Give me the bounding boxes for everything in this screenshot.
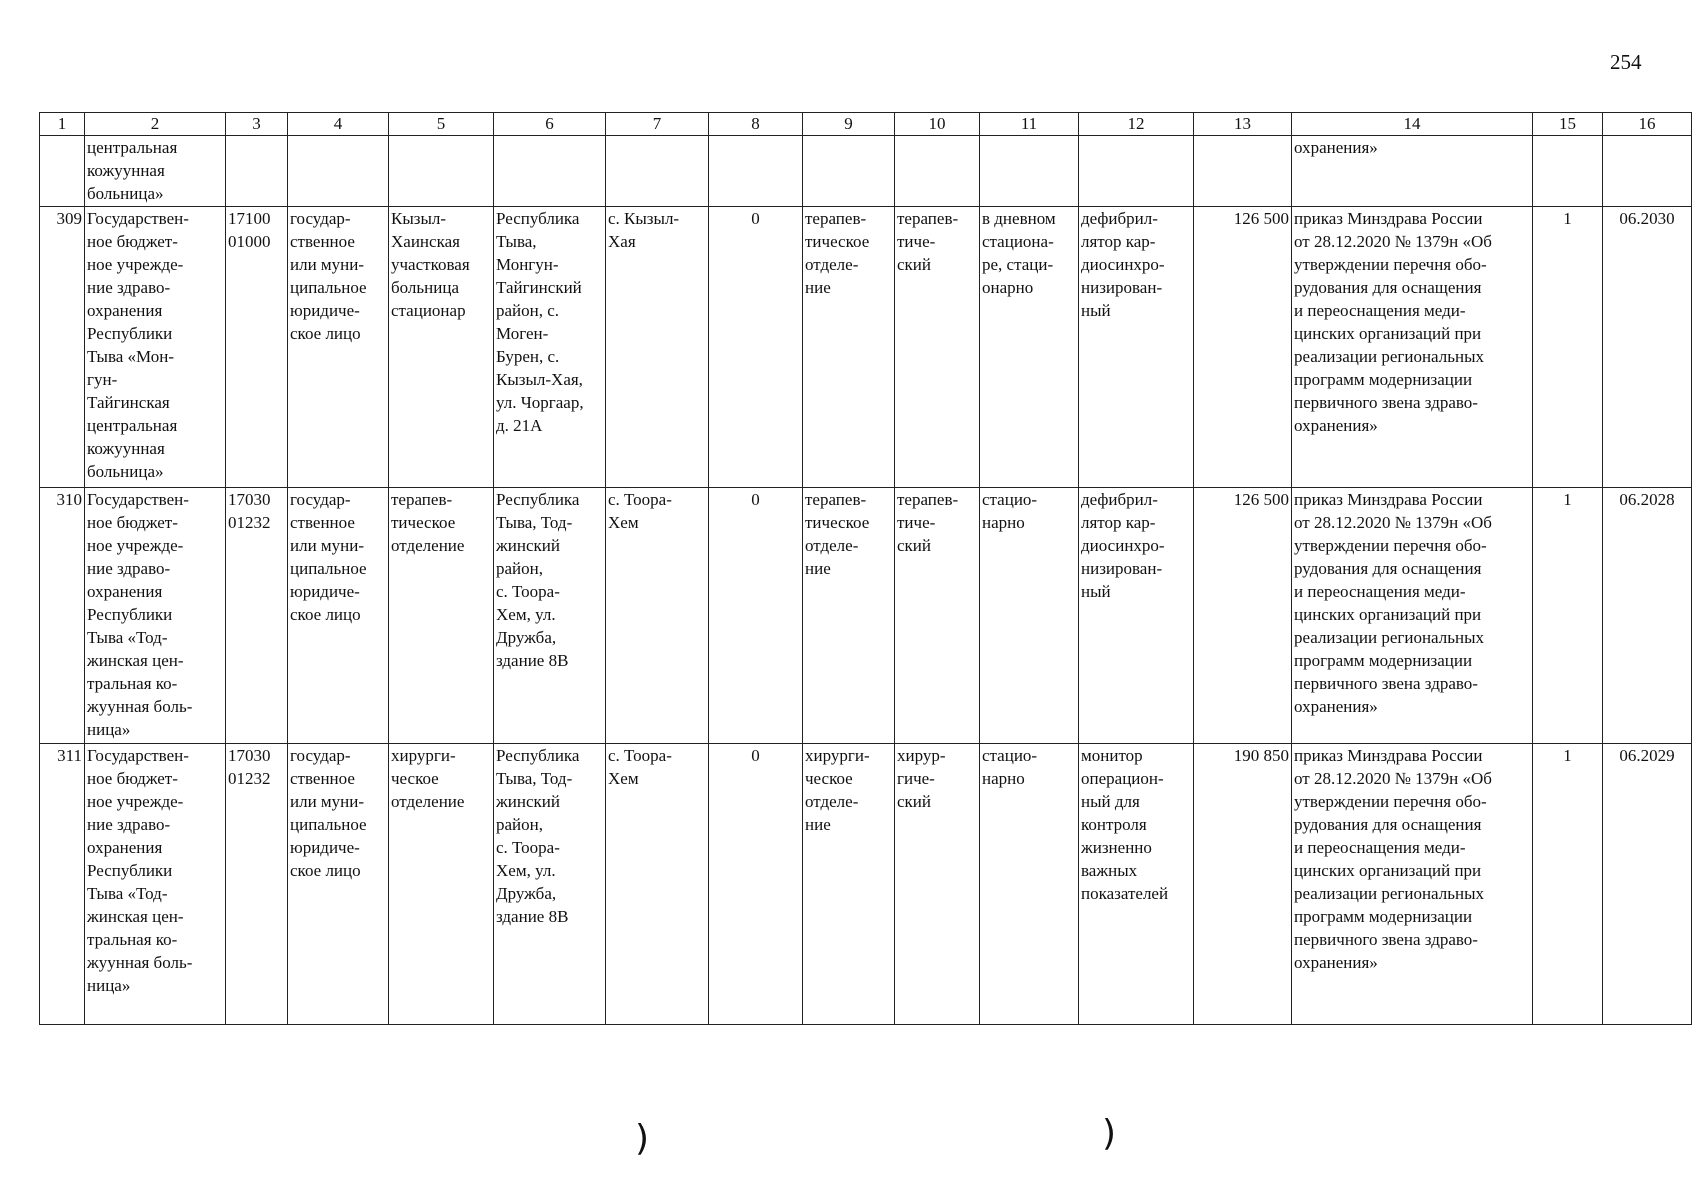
cell-date: 06.2030: [1603, 207, 1692, 488]
column-header: 12: [1079, 113, 1194, 136]
cell-care-conditions: [980, 136, 1079, 207]
cell-organization: Государствен- ное бюджет- ное учрежде- ние здраво- охранения Республики Тыва «Мон- гун- Тайгинская центральная кожуунная больница»: [85, 207, 226, 488]
cell-locality: с. Тоора- Хем: [606, 488, 709, 744]
scan-mark-right: ): [1102, 1113, 1117, 1154]
column-header: 4: [288, 113, 389, 136]
cell-order: приказ Минздрава России от 28.12.2020 № 1379н «Об утверждении перечня обо- рудования для оснащения и переоснащения меди- цинских организаций при реализации региональных программ модернизации первичного звена здраво- охранения»: [1292, 207, 1533, 488]
cell-unit: хирурги- ческое отделение: [389, 744, 494, 1025]
cell-cost: 190 850: [1194, 744, 1292, 1025]
cell-care-conditions: в дневном стациона- ре, стаци- онарно: [980, 207, 1079, 488]
cell-quantity: 1: [1533, 744, 1603, 1025]
cell-care-conditions: стацио- нарно: [980, 488, 1079, 744]
cell-organization: Государствен- ное бюджет- ное учрежде- ние здраво- охранения Республики Тыва «Тод- жинская цен- тральная ко- жуунная боль- ница»: [85, 744, 226, 1025]
column-header: 6: [494, 113, 606, 136]
cell-unit: Кызыл- Хаинская участковая больница стационар: [389, 207, 494, 488]
cell-number: [40, 136, 85, 207]
cell-department: терапев- тическое отделе- ние: [803, 488, 895, 744]
cell-number: 309: [40, 207, 85, 488]
table-row: [40, 744, 1692, 1025]
cell-equipment: дефибрил- лятор кар- диосинхро- низирован- ный: [1079, 207, 1194, 488]
cell-address: [494, 136, 606, 207]
column-header: 13: [1194, 113, 1292, 136]
column-header: 9: [803, 113, 895, 136]
cell-profile: [895, 136, 980, 207]
cell-department: [803, 136, 895, 207]
cell-organization: Государствен- ное бюджет- ное учрежде- ние здраво- охранения Республики Тыва «Тод- жинская цен- тральная ко- жуунная боль- ница»: [85, 488, 226, 744]
cell-date: 06.2028: [1603, 488, 1692, 744]
cell-value: 0: [709, 488, 803, 744]
cell-cost: 126 500: [1194, 488, 1292, 744]
cell-profile: хирур- гиче- ский: [895, 744, 980, 1025]
cell-quantity: 1: [1533, 488, 1603, 744]
cell-equipment: монитор операцион- ный для контроля жизненно важных показателей: [1079, 744, 1194, 1025]
column-header: 16: [1603, 113, 1692, 136]
cell-profile: терапев- тиче- ский: [895, 207, 980, 488]
cell-value: 0: [709, 744, 803, 1025]
cell-code: 17030 01232: [226, 488, 288, 744]
scan-mark-left: ): [635, 1118, 650, 1159]
page-number: 254: [1610, 50, 1642, 74]
column-number-row: [40, 113, 1692, 136]
column-header: 2: [85, 113, 226, 136]
cell-value: [709, 136, 803, 207]
column-header: 8: [709, 113, 803, 136]
cell-unit: [389, 136, 494, 207]
cell-address: Республика Тыва, Тод- жинский район, с. Тоора- Хем, ул. Дружба, здание 8В: [494, 744, 606, 1025]
cell-equipment: дефибрил- лятор кар- диосинхро- низирован- ный: [1079, 488, 1194, 744]
cell-legal-form: государ- ственное или муни- ципальное юридиче- ское лицо: [288, 744, 389, 1025]
table-row-continuation: [40, 136, 1692, 207]
cell-order: охранения»: [1292, 136, 1533, 207]
cell-locality: с. Тоора- Хем: [606, 744, 709, 1025]
table-row: [40, 207, 1692, 488]
cell-code: [226, 136, 288, 207]
cell-department: терапев- тическое отделе- ние: [803, 207, 895, 488]
cell-unit: терапев- тическое отделение: [389, 488, 494, 744]
cell-care-conditions: стацио- нарно: [980, 744, 1079, 1025]
cell-number: 311: [40, 744, 85, 1025]
cell-department: хирурги- ческое отделе- ние: [803, 744, 895, 1025]
cell-locality: с. Кызыл- Хая: [606, 207, 709, 488]
cell-equipment: [1079, 136, 1194, 207]
cell-quantity: 1: [1533, 207, 1603, 488]
column-header: 3: [226, 113, 288, 136]
cell-address: Республика Тыва, Монгун- Тайгинский район, с. Моген- Бурен, с. Кызыл-Хая, ул. Чоргаар, д. 21А: [494, 207, 606, 488]
column-header: 11: [980, 113, 1079, 136]
cell-locality: [606, 136, 709, 207]
cell-code: 17030 01232: [226, 744, 288, 1025]
equipment-table: [39, 112, 1692, 1025]
cell-profile: терапев- тиче- ский: [895, 488, 980, 744]
cell-number: 310: [40, 488, 85, 744]
cell-legal-form: государ- ственное или муни- ципальное юридиче- ское лицо: [288, 207, 389, 488]
column-header: 14: [1292, 113, 1533, 136]
column-header: 15: [1533, 113, 1603, 136]
cell-date: [1603, 136, 1692, 207]
cell-address: Республика Тыва, Тод- жинский район, с. Тоора- Хем, ул. Дружба, здание 8В: [494, 488, 606, 744]
cell-organization: центральная кожуунная больница»: [85, 136, 226, 207]
column-header: 5: [389, 113, 494, 136]
cell-cost: 126 500: [1194, 207, 1292, 488]
cell-code: 17100 01000: [226, 207, 288, 488]
cell-legal-form: [288, 136, 389, 207]
cell-quantity: [1533, 136, 1603, 207]
cell-order: приказ Минздрава России от 28.12.2020 № 1379н «Об утверждении перечня обо- рудования для оснащения и переоснащения меди- цинских организаций при реализации региональных программ модернизации первичного звена здраво- охранения»: [1292, 488, 1533, 744]
cell-legal-form: государ- ственное или муни- ципальное юридиче- ское лицо: [288, 488, 389, 744]
table-row: [40, 488, 1692, 744]
cell-date: 06.2029: [1603, 744, 1692, 1025]
cell-value: 0: [709, 207, 803, 488]
cell-cost: [1194, 136, 1292, 207]
cell-order: приказ Минздрава России от 28.12.2020 № 1379н «Об утверждении перечня обо- рудования для оснащения и переоснащения меди- цинских организаций при реализации региональных программ модернизации первичного звена здраво- охранения»: [1292, 744, 1533, 1025]
column-header: 10: [895, 113, 980, 136]
column-header: 7: [606, 113, 709, 136]
column-header: 1: [40, 113, 85, 136]
